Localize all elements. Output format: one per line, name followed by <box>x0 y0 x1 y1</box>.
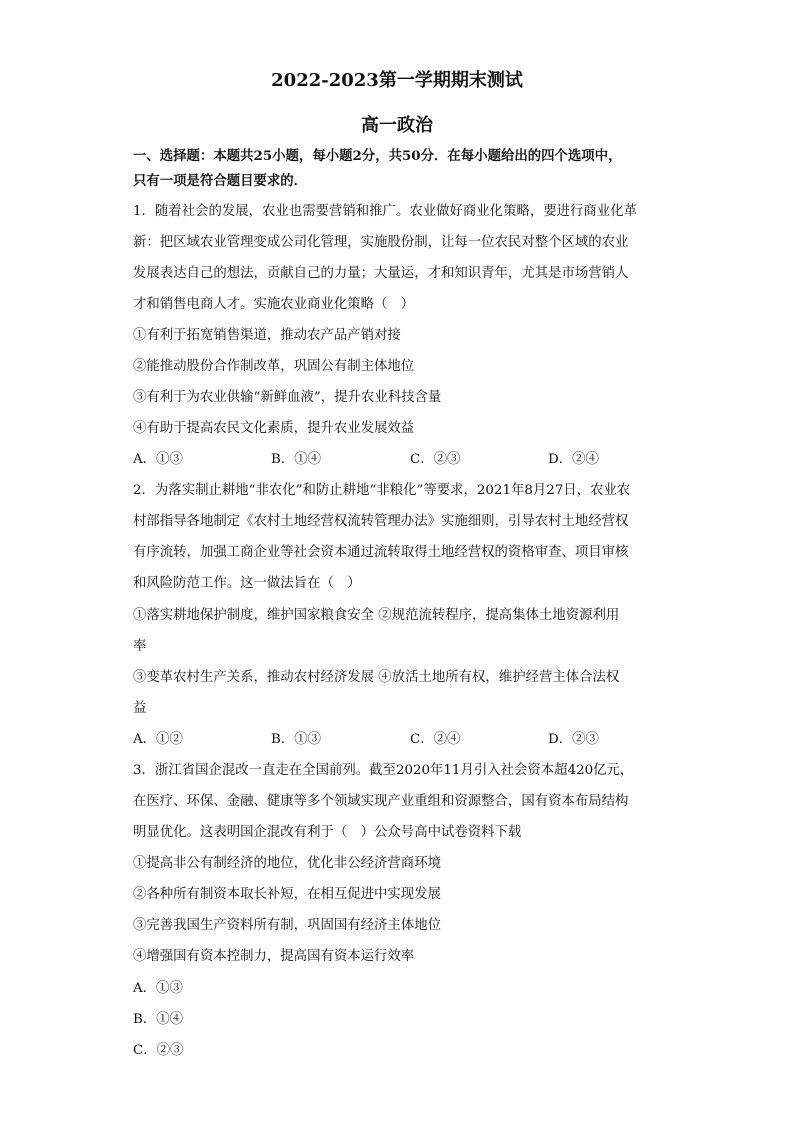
question-2-option-a: A．①② <box>133 732 183 747</box>
question-1-statement: ③有利于为农业供输“新鲜血液”，提升农业科技含量 <box>133 390 442 405</box>
question-2-statement: 益 <box>133 701 147 716</box>
question-1-stem-line: 发展表达自己的想法，贡献自己的力量；大量运，才和知识青年，尤其是市场营销人 <box>133 266 629 281</box>
question-1-statement: ②能推动股份合作制改革，巩固公有制主体地位 <box>133 359 415 374</box>
question-2-option-b: B．①③ <box>271 732 322 747</box>
question-1-statement: ①有利于拓宽销售渠道，推动农产品产销对接 <box>133 328 401 343</box>
question-2-stem-line: 村部指导各地制定《农村土地经营权流转管理办法》实施细则，引导农村土地经营权 <box>133 514 629 529</box>
exam-subtitle: 高一政治 <box>361 115 433 136</box>
question-2-statement: ①落实耕地保护制度，维护国家粮食安全 ②规范流转程序，提高集体土地资源利用 <box>133 608 620 623</box>
question-1-statement: ④有助于提高农民文化素质，提升农业发展效益 <box>133 421 415 436</box>
question-2-option-c: C．②④ <box>410 732 461 747</box>
question-1-option-b: B．①④ <box>271 452 322 467</box>
question-2-stem-line: 有序流转，加强工商企业等社会资本通过流转取得土地经营权的资格审查、项目审核 <box>133 545 629 560</box>
question-3-statement: ①提高非公有制经济的地位，优化非公经济营商环境 <box>133 856 441 871</box>
question-3-option-a: A．①③ <box>133 981 183 996</box>
question-2-statement: 率 <box>133 639 147 654</box>
question-2-option-d: D．②③ <box>548 732 599 747</box>
question-3-stem-line: 明显优化。这表明国企混改有利于（ ）公众号高中试卷资料下载 <box>133 825 522 840</box>
question-1-stem-line: 1．随着社会的发展，农业也需要营销和推广。农业做好商业化策略，要进行商业化革 <box>133 204 637 219</box>
question-1-stem-line: 新：把区域农业管理变成公司化管理，实施股份制，让每一位农民对整个区域的农业 <box>133 235 629 250</box>
question-3-option-b: B．①④ <box>133 1012 184 1027</box>
question-1-option-a: A．①③ <box>133 452 183 467</box>
question-1-option-d: D．②④ <box>548 452 599 467</box>
question-2-statement: ③变革农村生产关系，推动农村经济发展 ④放活土地所有权，维护经营主体合法权 <box>133 670 620 685</box>
exam-title: 2022-2023第一学期期末测试 <box>271 70 523 91</box>
question-3-statement: ③完善我国生产资料所有制，巩固国有经济主体地位 <box>133 918 441 933</box>
section-heading-line-1: 一、选择题：本题共25小题，每小题2分，共50分．在每小题给出的四个选项中， <box>133 148 622 164</box>
question-2-stem-line: 2．为落实制止耕地“非农化”和防止耕地“非粮化”等要求，2021年8月27日，农业农 <box>133 483 631 498</box>
question-3-statement: ④增强国有资本控制力，提高国有资本运行效率 <box>133 949 415 964</box>
question-2-stem-line: 和风险防范工作。这一做法旨在（ ） <box>133 576 361 591</box>
question-3-option-c: C．②③ <box>133 1043 184 1058</box>
question-3-stem-line: 在医疗、环保、金融、健康等多个领域实现产业重组和资源整合，国有资本布局结构 <box>133 794 629 809</box>
question-3-statement: ②各种所有制资本取长补短，在相互促进中实现发展 <box>133 887 441 902</box>
question-1-stem-line: 才和销售电商人才。实施农业商业化策略（ ） <box>133 297 415 312</box>
section-heading-line-2: 只有一项是符合题目要求的． <box>133 173 308 189</box>
question-3-stem-line: 3．浙江省国企混改一直走在全国前列。截至2020年11月引入社会资本超420亿元， <box>133 763 634 778</box>
question-1-option-c: C．②③ <box>410 452 461 467</box>
